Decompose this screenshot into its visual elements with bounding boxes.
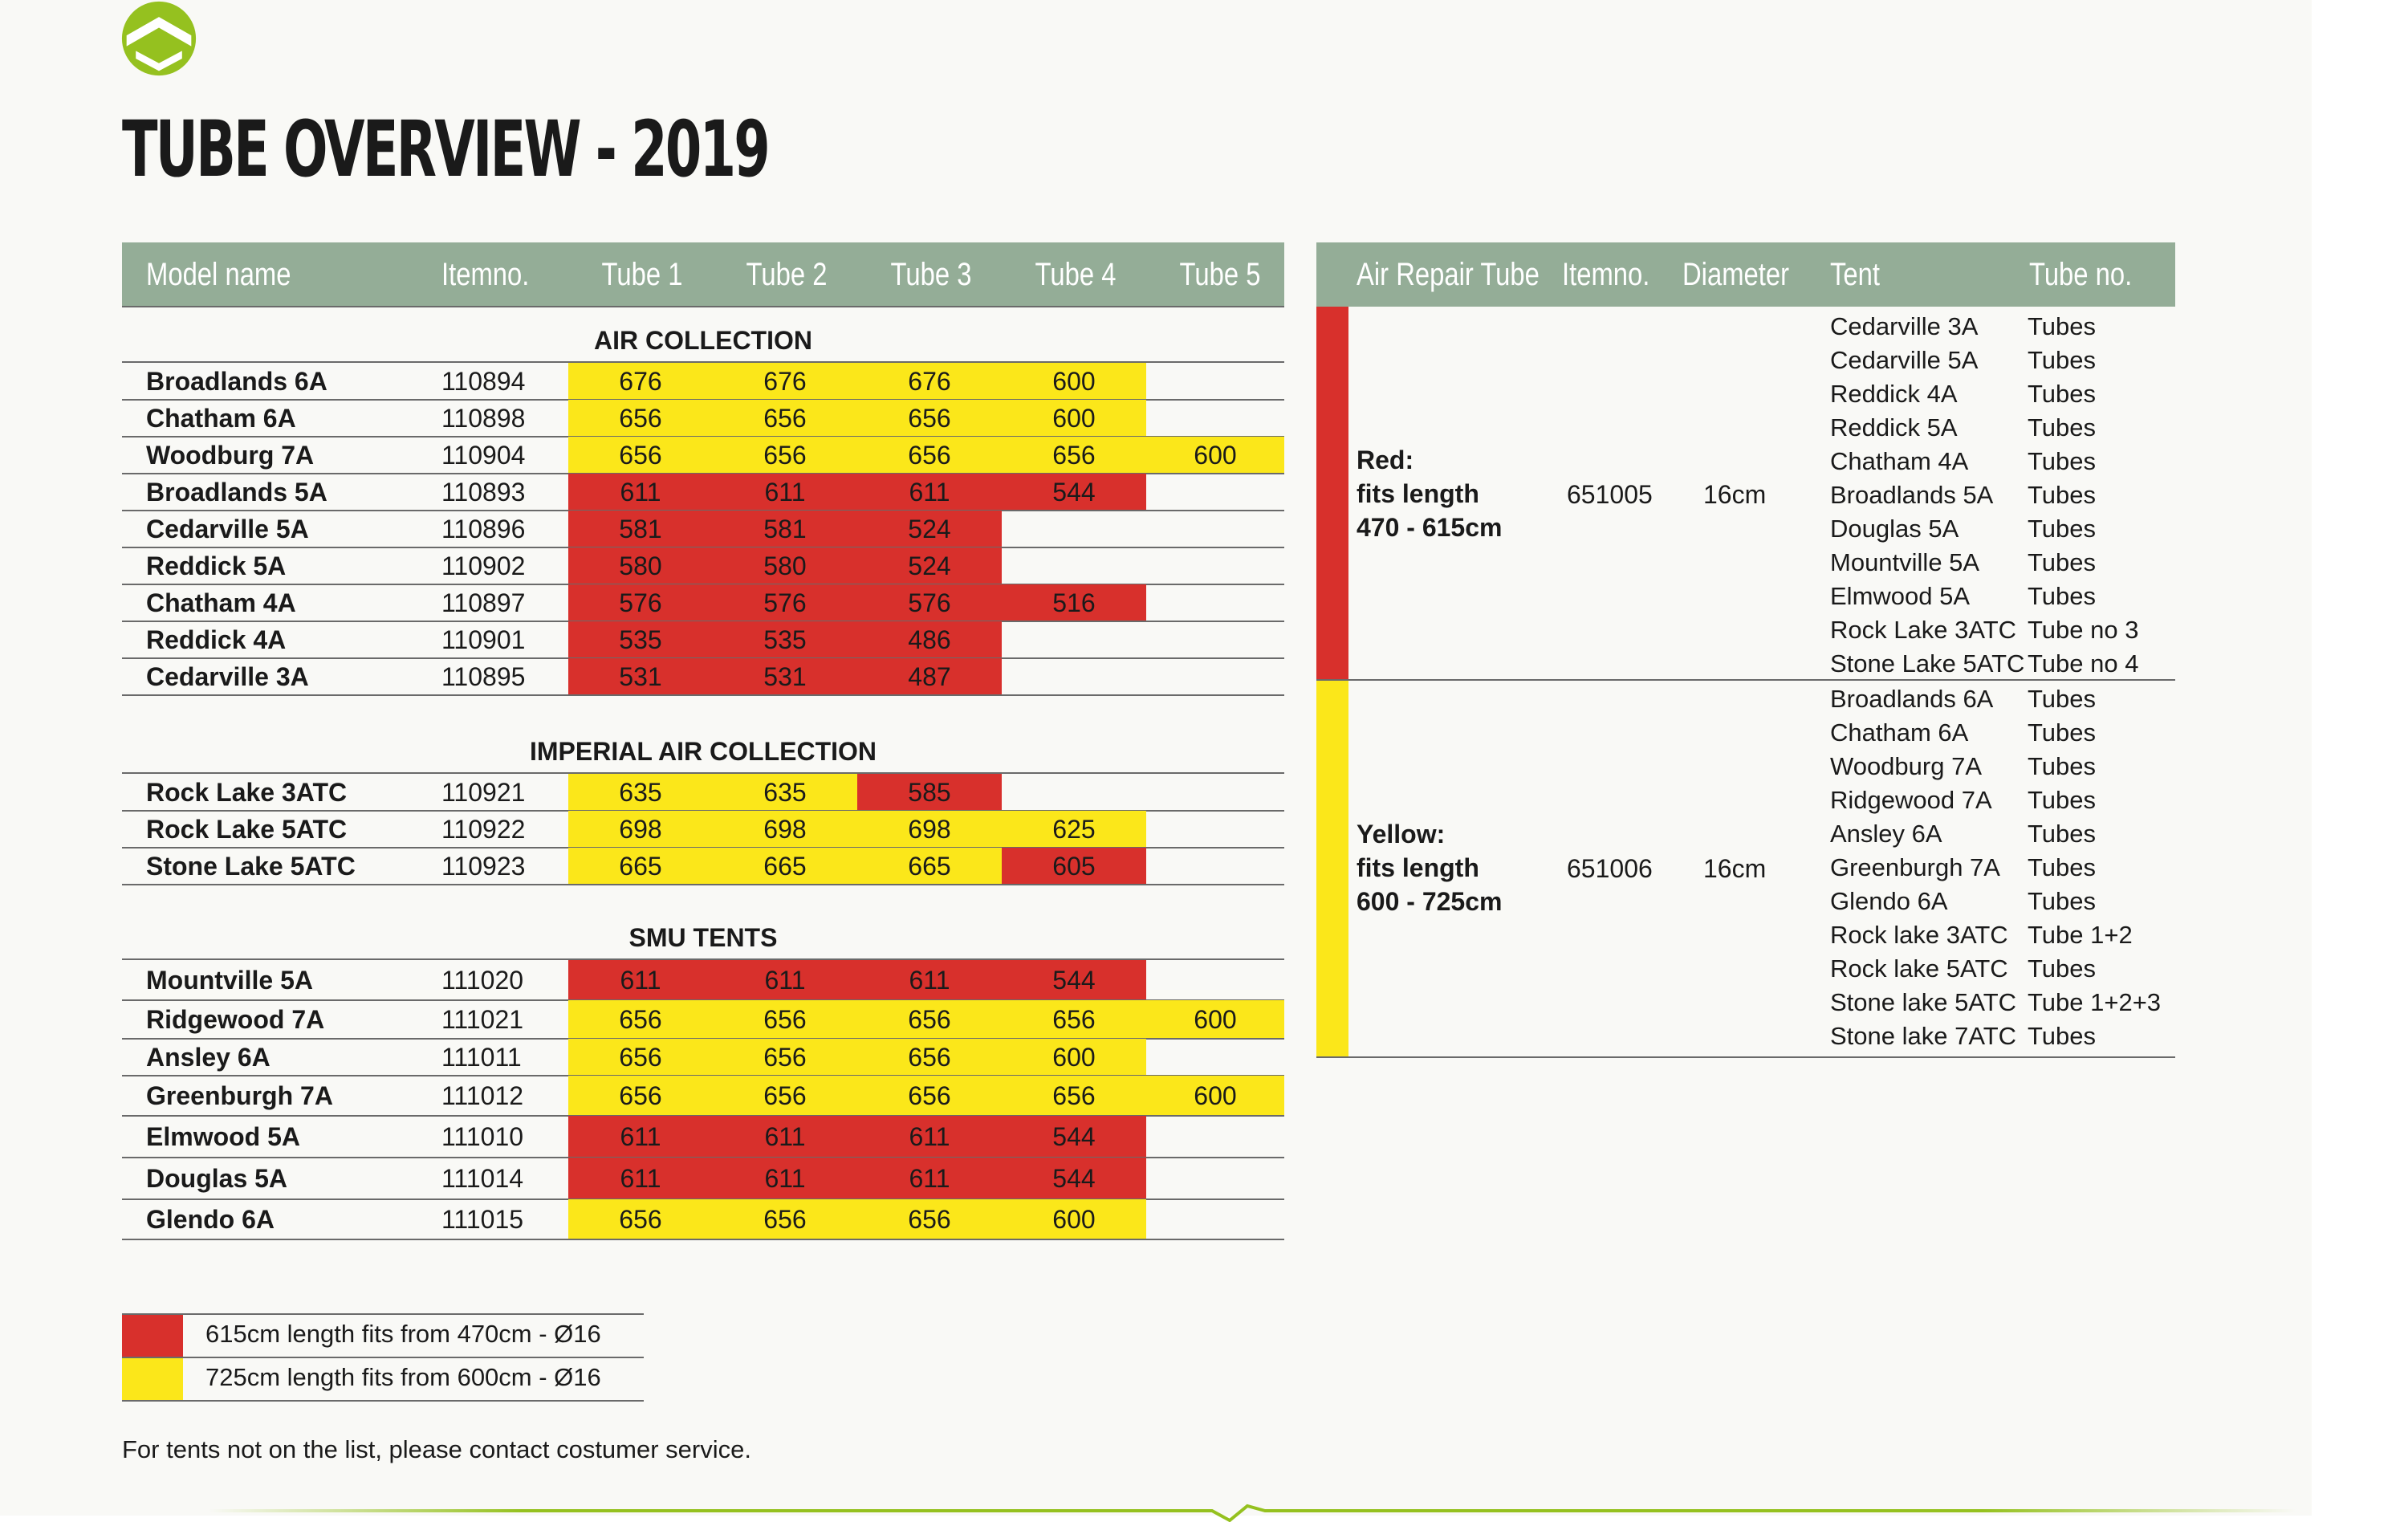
tube-cell: 605 [1002, 848, 1146, 885]
tube-cell: 585 [857, 774, 1002, 811]
tube-cell: 544 [1002, 474, 1146, 511]
model-name: Cedarville 3A [146, 662, 309, 691]
yellow-label-title: Yellow: [1357, 820, 1446, 848]
tent-name: Chatham 6A [1830, 718, 1969, 747]
model-name: Reddick 5A [146, 551, 287, 580]
row-rule [122, 694, 1284, 696]
legend-middle-rule [122, 1357, 644, 1358]
yellow-label-range: 600 - 725cm [1357, 887, 1503, 916]
tube-number: Tubes [2028, 718, 2097, 747]
header-right-itemno: Itemno. [1562, 257, 1650, 292]
tube-cell: 611 [568, 474, 713, 511]
yellow-group-itemno: 651006 [1567, 854, 1653, 883]
item-number: 110904 [441, 441, 526, 470]
tent-name: Ridgewood 7A [1830, 786, 1992, 814]
item-number: 111012 [441, 1081, 524, 1110]
tube-number: Tubes [2028, 380, 2097, 408]
item-number: 110893 [441, 478, 526, 507]
header-diameter: Diameter [1682, 257, 1790, 292]
tent-name: Reddick 4A [1830, 380, 1958, 408]
red-group-label [1357, 443, 1502, 544]
tent-name: Douglas 5A [1830, 515, 1959, 543]
model-name: Woodburg 7A [146, 441, 315, 470]
red-group-itemno: 651005 [1567, 480, 1653, 509]
tube-cell: 516 [1002, 584, 1146, 621]
tube-cell: 600 [1002, 363, 1146, 400]
brand-logo-icon [120, 0, 197, 77]
tube-number: Tubes [2028, 413, 2097, 442]
tube-cell: 656 [857, 1039, 1002, 1076]
yellow-label-fits: fits length [1357, 853, 1479, 882]
tube-cell: 600 [1146, 1076, 1284, 1116]
tube-number: Tubes [2028, 548, 2097, 576]
tube-cell: 600 [1146, 437, 1284, 474]
tube-cell: 544 [1002, 1116, 1146, 1158]
tube-cell: 611 [857, 474, 1002, 511]
header-tube-1: Tube 1 [601, 257, 683, 292]
tent-name: Broadlands 6A [1830, 685, 1994, 713]
tube-cell: 611 [713, 474, 857, 511]
tube-cell: 656 [568, 1039, 713, 1076]
tent-name: Glendo 6A [1830, 887, 1948, 915]
model-name: Broadlands 6A [146, 367, 327, 396]
tube-cell: 635 [713, 774, 857, 811]
tube-cell: 656 [713, 1199, 857, 1239]
tube-cell: 600 [1002, 1199, 1146, 1239]
section-title: IMPERIAL AIR COLLECTION [530, 737, 877, 766]
tube-cell: 676 [857, 363, 1002, 400]
tube-number: Tubes [2028, 752, 2097, 780]
tube-cell: 531 [568, 658, 713, 695]
tube-cell: 487 [857, 658, 1002, 695]
item-number: 110898 [441, 404, 526, 433]
legend-bottom-rule [122, 1400, 644, 1402]
item-number: 111011 [441, 1043, 522, 1072]
item-number: 110901 [441, 625, 526, 654]
yellow-group-bottom-rule [1316, 1056, 2175, 1058]
page-title: TUBE OVERVIEW - 2019 [122, 104, 768, 194]
tent-name: Mountville 5A [1830, 548, 1980, 576]
tube-cell: 611 [568, 1116, 713, 1158]
row-rule [122, 884, 1284, 885]
tube-cell: 600 [1146, 1000, 1284, 1039]
tube-cell: 581 [713, 511, 857, 547]
item-number: 110894 [441, 367, 526, 396]
tube-number: Tubes [2028, 954, 2097, 983]
legend-top-rule [122, 1313, 644, 1315]
tube-number: Tubes [2028, 1022, 2097, 1050]
tent-name: Stone lake 7ATC [1830, 1022, 2017, 1050]
tube-cell: 656 [1002, 1076, 1146, 1116]
tent-name: Woodburg 7A [1830, 752, 1982, 780]
tube-cell: 698 [568, 811, 713, 848]
header-itemno: Itemno. [441, 257, 530, 292]
tube-cell: 535 [713, 621, 857, 658]
tent-name: Chatham 4A [1830, 447, 1969, 475]
tube-cell: 676 [713, 363, 857, 400]
yellow-group-bar [1316, 681, 1348, 1056]
model-name: Stone Lake 5ATC [146, 852, 356, 881]
tent-name: Cedarville 3A [1830, 312, 1979, 340]
model-name: Ansley 6A [146, 1043, 270, 1072]
model-name: Ridgewood 7A [146, 1005, 325, 1034]
tube-cell: 656 [857, 1000, 1002, 1039]
header-tube-3: Tube 3 [890, 257, 972, 292]
tube-number: Tubes [2028, 786, 2097, 814]
tube-cell: 625 [1002, 811, 1146, 848]
tube-number: Tubes [2028, 685, 2097, 713]
tube-cell: 576 [713, 584, 857, 621]
tube-cell: 611 [713, 960, 857, 1000]
red-label-title: Red: [1357, 446, 1414, 474]
item-number: 111010 [441, 1122, 524, 1151]
left-table-header [122, 242, 1284, 307]
legend-red-swatch [122, 1315, 183, 1357]
tube-cell: 656 [568, 400, 713, 437]
tent-name: Greenburgh 7A [1830, 853, 2000, 881]
tube-cell: 665 [857, 848, 1002, 885]
tube-cell: 611 [857, 960, 1002, 1000]
tube-cell: 665 [568, 848, 713, 885]
tube-cell: 656 [713, 400, 857, 437]
item-number: 110902 [441, 551, 526, 580]
tube-number: Tubes [2028, 447, 2097, 475]
item-number: 110921 [441, 778, 526, 807]
header-tent: Tent [1830, 257, 1880, 292]
tube-cell: 665 [713, 848, 857, 885]
tube-cell: 524 [857, 511, 1002, 547]
tent-name: Stone lake 5ATC [1830, 988, 2017, 1016]
tube-cell: 611 [568, 1158, 713, 1199]
tube-cell: 656 [857, 400, 1002, 437]
header-tube-2: Tube 2 [746, 257, 828, 292]
header-tube-4: Tube 4 [1035, 257, 1117, 292]
item-number: 110923 [441, 852, 526, 881]
item-number: 111020 [441, 966, 524, 995]
row-rule [122, 1239, 1284, 1240]
tube-number: Tubes [2028, 481, 2097, 509]
tube-number: Tubes [2028, 582, 2097, 610]
tube-number: Tubes [2028, 346, 2097, 374]
tube-cell: 656 [713, 1039, 857, 1076]
header-tube-5: Tube 5 [1179, 257, 1261, 292]
tube-cell: 611 [713, 1158, 857, 1199]
tube-cell: 576 [568, 584, 713, 621]
tube-number: Tube 1+2+3 [2028, 988, 2162, 1016]
tent-name: Cedarville 5A [1830, 346, 1979, 374]
item-number: 111021 [441, 1005, 524, 1034]
tent-name: Reddick 5A [1830, 413, 1958, 442]
yellow-group-diameter: 16cm [1703, 854, 1767, 883]
tube-cell: 676 [568, 363, 713, 400]
tent-name: Rock lake 3ATC [1830, 921, 2008, 949]
tube-number: Tube no 3 [2028, 616, 2139, 644]
item-number: 110897 [441, 588, 526, 617]
tube-number: Tubes [2028, 820, 2097, 848]
model-name: Chatham 6A [146, 404, 296, 433]
tube-number: Tubes [2028, 515, 2097, 543]
tent-name: Elmwood 5A [1830, 582, 1971, 610]
yellow-group-label [1357, 817, 1502, 918]
red-label-range: 470 - 615cm [1357, 513, 1503, 542]
item-number: 110922 [441, 815, 526, 844]
model-name: Chatham 4A [146, 588, 296, 617]
tube-number: Tubes [2028, 312, 2097, 340]
item-number: 111015 [441, 1205, 524, 1234]
tent-name: Broadlands 5A [1830, 481, 1994, 509]
model-name: Reddick 4A [146, 625, 287, 654]
tube-cell: 698 [713, 811, 857, 848]
tube-number: Tube no 4 [2028, 649, 2139, 678]
tube-cell: 656 [857, 1199, 1002, 1239]
tube-cell: 581 [568, 511, 713, 547]
right-table-header [1316, 242, 2175, 307]
tube-cell: 656 [1002, 1000, 1146, 1039]
tube-number: Tubes [2028, 887, 2097, 915]
tube-cell: 698 [857, 811, 1002, 848]
red-label-fits: fits length [1357, 479, 1479, 508]
header-bottom-rule [122, 306, 1284, 307]
red-group-bottom-rule [1316, 679, 2175, 681]
tube-cell: 656 [568, 1076, 713, 1116]
tent-name: Rock lake 5ATC [1830, 954, 2008, 983]
tube-cell: 635 [568, 774, 713, 811]
tube-cell: 656 [568, 437, 713, 474]
tube-cell: 600 [1002, 400, 1146, 437]
tube-cell: 544 [1002, 960, 1146, 1000]
legend-yellow-text: 725cm length fits from 600cm - Ø16 [205, 1363, 601, 1391]
tube-cell: 611 [713, 1116, 857, 1158]
tube-cell: 611 [857, 1116, 1002, 1158]
header-air-repair-tube: Air Repair Tube [1357, 257, 1540, 292]
tube-cell: 535 [568, 621, 713, 658]
tube-cell: 656 [713, 1076, 857, 1116]
tube-cell: 486 [857, 621, 1002, 658]
model-name: Mountville 5A [146, 966, 314, 995]
model-name: Cedarville 5A [146, 515, 309, 543]
tent-name: Stone Lake 5ATC [1830, 649, 2025, 678]
tube-cell: 656 [1002, 437, 1146, 474]
tube-cell: 524 [857, 547, 1002, 584]
model-name: Rock Lake 3ATC [146, 778, 348, 807]
item-number: 110895 [441, 662, 526, 691]
red-group-diameter: 16cm [1703, 480, 1767, 509]
tube-cell: 656 [568, 1199, 713, 1239]
tube-cell: 656 [857, 437, 1002, 474]
item-number: 110896 [441, 515, 526, 543]
header-tube-no: Tube no. [2029, 257, 2133, 292]
tube-cell: 531 [713, 658, 857, 695]
model-name: Elmwood 5A [146, 1122, 301, 1151]
tube-cell: 656 [713, 437, 857, 474]
tube-cell: 611 [857, 1158, 1002, 1199]
footer-divider [209, 1503, 2296, 1522]
model-name: Douglas 5A [146, 1164, 288, 1193]
item-number: 111014 [441, 1164, 524, 1193]
model-name: Rock Lake 5ATC [146, 815, 348, 844]
tent-name: Rock Lake 3ATC [1830, 616, 2017, 644]
tube-cell: 544 [1002, 1158, 1146, 1199]
model-name: Broadlands 5A [146, 478, 327, 507]
contact-note: For tents not on the list, please contact costumer service. [122, 1435, 751, 1463]
tube-cell: 600 [1002, 1039, 1146, 1076]
header-model-name: Model name [146, 257, 291, 292]
model-name: Glendo 6A [146, 1205, 275, 1234]
red-group-bar [1316, 307, 1348, 679]
legend-red-text: 615cm length fits from 470cm - Ø16 [205, 1320, 601, 1348]
tube-number: Tube 1+2 [2028, 921, 2133, 949]
tent-name: Ansley 6A [1830, 820, 1942, 848]
tube-cell: 656 [857, 1076, 1002, 1116]
legend-yellow-swatch [122, 1358, 183, 1400]
tube-cell: 580 [713, 547, 857, 584]
tube-cell: 611 [568, 960, 713, 1000]
tube-cell: 656 [568, 1000, 713, 1039]
tube-number: Tubes [2028, 853, 2097, 881]
tube-cell: 576 [857, 584, 1002, 621]
section-title: AIR COLLECTION [594, 326, 812, 355]
tube-cell: 580 [568, 547, 713, 584]
tube-cell: 656 [713, 1000, 857, 1039]
section-title: SMU TENTS [628, 923, 778, 952]
model-name: Greenburgh 7A [146, 1081, 333, 1110]
